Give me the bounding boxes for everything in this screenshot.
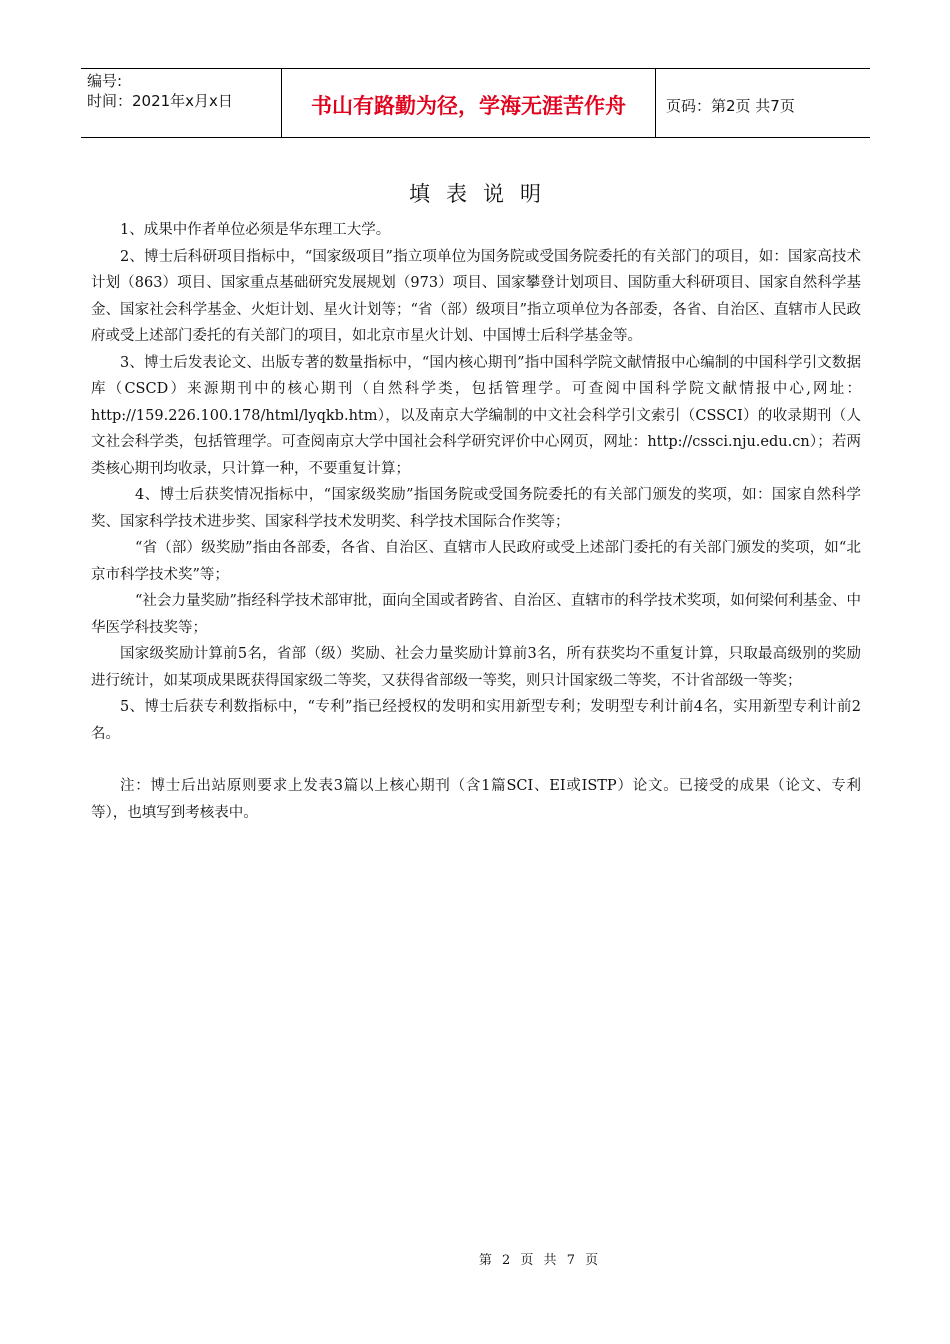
header-page-cell <box>656 69 870 137</box>
time-label: 时间：2021年x月x日 <box>87 92 233 110</box>
paragraph-8: 5、博士后获专利数指标中，“专利”指已经授权的发明和实用新型专利；发明型专利计前4名，实用新型专利计前2 名。 <box>91 699 861 742</box>
page-info: 页码：第2页 共7页 <box>666 96 795 115</box>
page-footer: 第 2 页 共 7 页 <box>478 1253 602 1268</box>
document-title: 填表说明 <box>409 182 557 206</box>
paragraph-7: 国家级奖励计算前5名，省部（级）奖励、社会力量奖励计算前3名，所有获奖均不重复计算，只取最高级别的奖励进行统计，如某项成果既获得国家级二等奖，又获得省部级一等奖，则只计国家级二等奖，不计省部级一等奖； <box>91 646 861 689</box>
paragraph-5: “省（部）级奖励”指由各部委，各省、自治区、直辖市人民政府或受上述部门委托的有关部门颁发的奖项，如“北京市科学技术奖”等； <box>91 540 861 583</box>
paragraph-1: 1、成果中作者单位必须是华东理工大学。 <box>120 222 391 238</box>
header-left-cell <box>81 69 281 137</box>
page-header <box>81 68 870 138</box>
spacer <box>91 747 861 773</box>
paragraph-6: “社会力量奖励”指经科学技术部审批，面向全国或者跨省、自治区、直辖市的科学技术奖项，如何梁何利基金、中华医学科技奖等； <box>91 593 861 636</box>
paragraph-2: 2、博士后科研项目指标中，“国家级项目”指立项单位为国务院或受国务院委托的有关部门的项目，如：国家高技术计划（863）项目、国家重点基础研究发展规划（973）项目、国家攀登计划项目、国防重大科研项目、国家自然科学基金、国家社会科学基金、火炬计划、星火计划等；“省（部）级项目”指立项单位为各部委，各省、自治区、直辖市人民政府或受上述部门委托的有关部门的项目，如北京市星火计划、中国博士后科学基金等。 <box>91 248 861 344</box>
paragraph-3: 3、博士后发表论文、出版专著的数量指标中，“国内核心期刊”指中国科学院文献情报中心编制的中国科学引文数据库（CSCD）来源期刊中的核心期刊（自然科学类，包括管理学。可查阅中国科学院文献情报中心,网址：http://159.226.100.178/html/lyqkb.htm），以及南京大学编制的中文社会科学引文索引（CSSCI）的收录期刊（人文社会科学类，包括管理学。可查阅南京大学中国社会科学研究评价中心网页，网址：http://cssci.nju.edu.cn）；若两类核心期刊均收录，只计算一种，不要重复计算； <box>91 354 861 477</box>
motto-text: 书山有路勤为径，学海无涯苦作舟 <box>311 94 626 118</box>
number-label: 编号: <box>87 72 123 90</box>
document-body <box>91 217 861 826</box>
paragraph-4: 4、博士后获奖情况指标中，“国家级奖励”指国务院或受国务院委托的有关部门颁发的奖项，如：国家自然科学奖、国家科学技术进步奖、国家科学技术发明奖、科学技术国际合作奖等； <box>91 487 861 530</box>
header-motto-cell <box>281 69 656 137</box>
note-paragraph: 注：博士后出站原则要求上发表3篇以上核心期刊（含1篇SCI、EI或ISTP）论文。已接受的成果（论文、专利等），也填写到考核表中。 <box>91 778 861 821</box>
